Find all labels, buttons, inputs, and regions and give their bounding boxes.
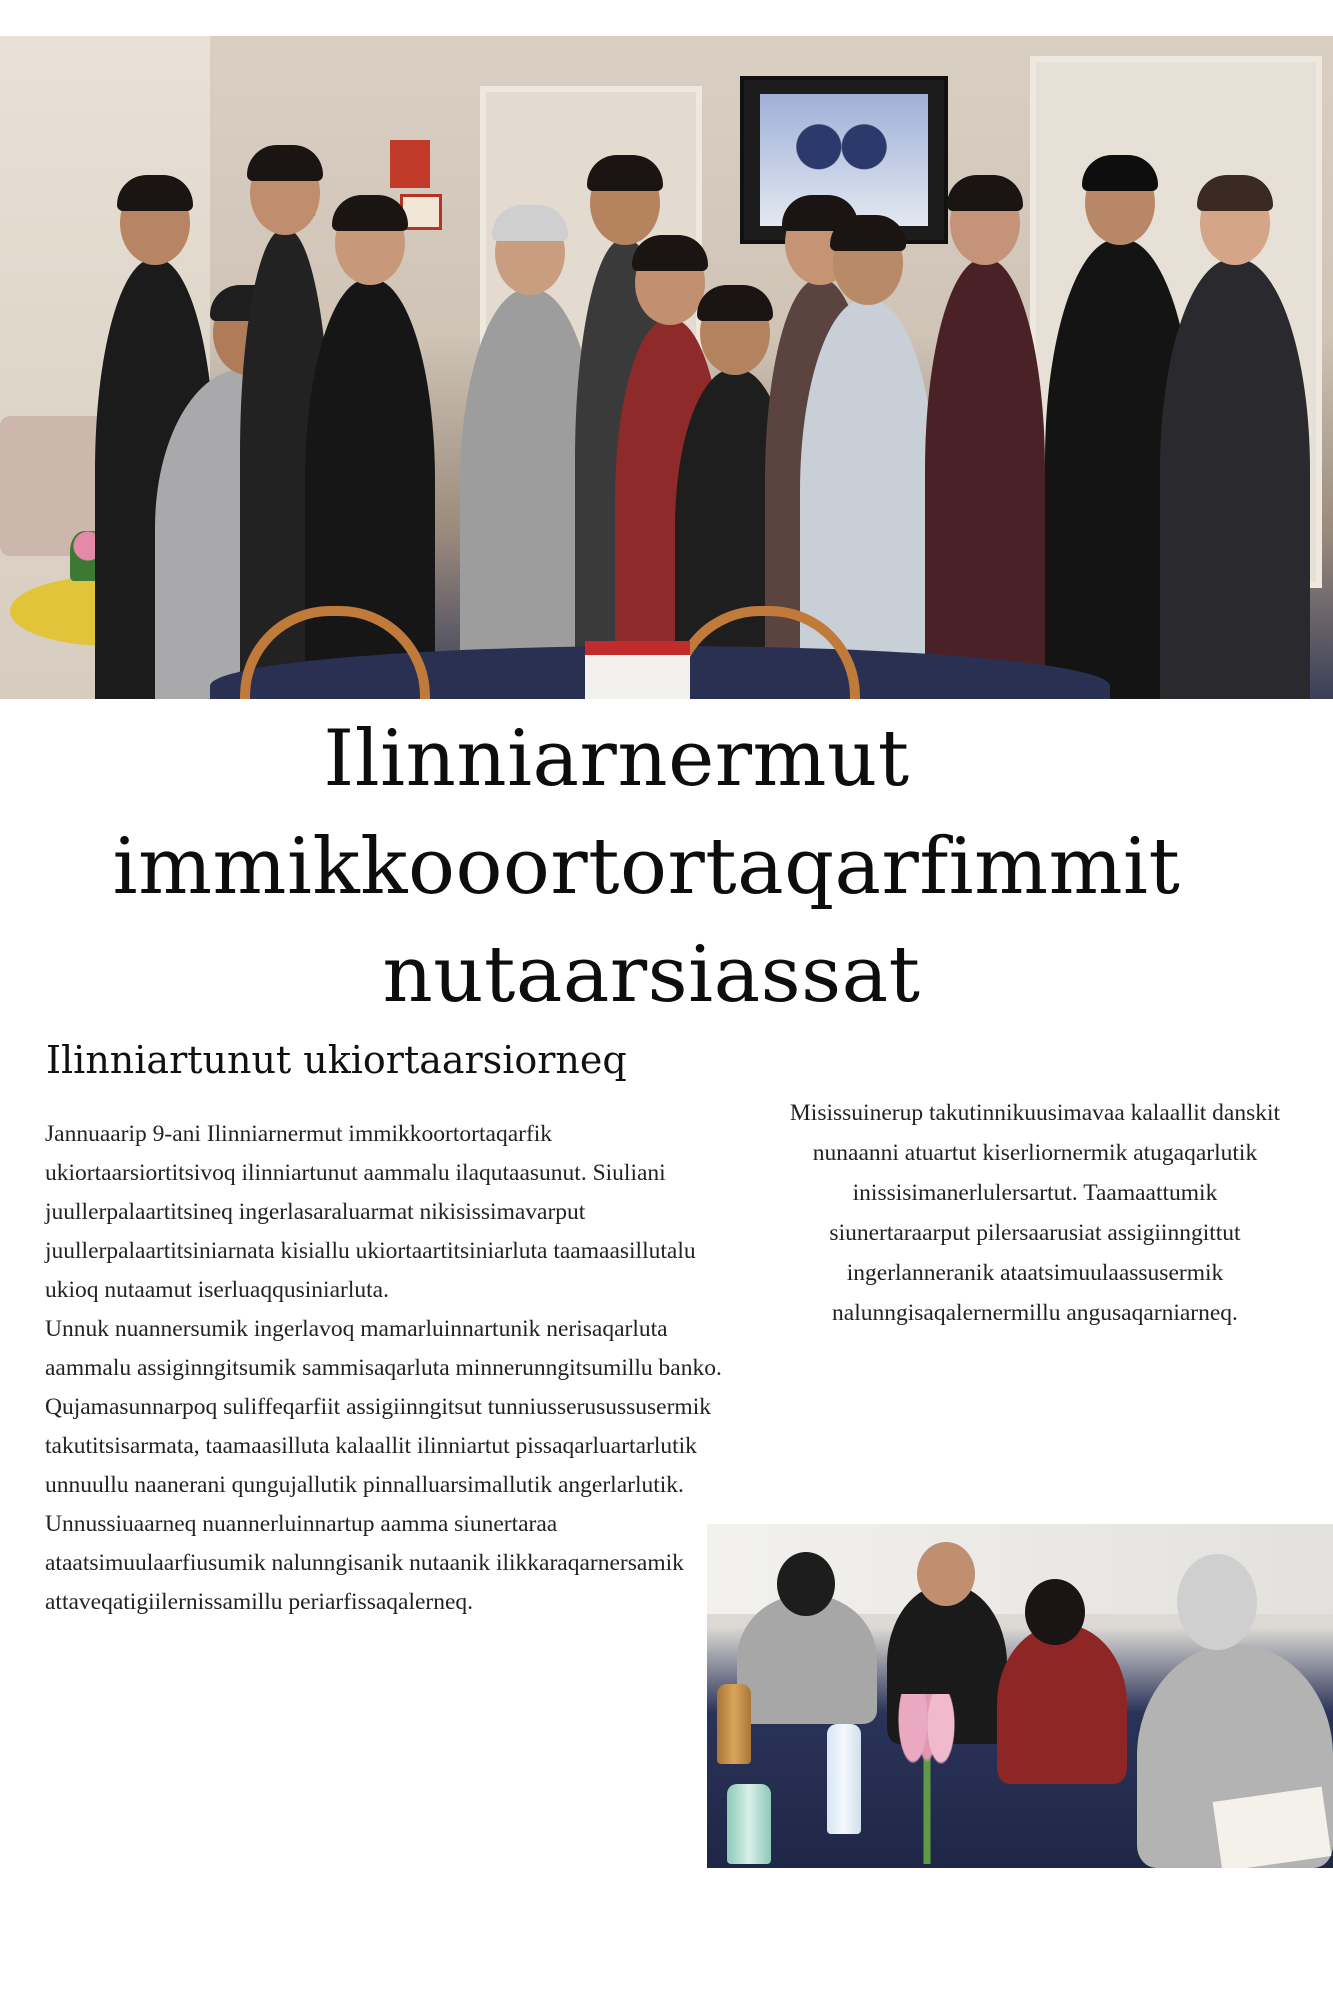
- water-bottle: [827, 1724, 861, 1834]
- page-title: [0, 705, 1333, 1029]
- water-bottle: [717, 1684, 751, 1764]
- person: [925, 259, 1045, 699]
- person-head: [1177, 1554, 1257, 1650]
- section-heading: Ilinniartunut ukiortaarsiorneq: [46, 1038, 627, 1082]
- bingo-photo: [707, 1524, 1333, 1868]
- person-head: [917, 1542, 975, 1606]
- right-column: [785, 1093, 1285, 1333]
- bingo-card: [1213, 1787, 1332, 1868]
- person-head: [1025, 1579, 1085, 1645]
- paragraph: Unnussiuaarneq nuannerluinnartup aamma siunertaraa ataatsimuulaarfiusumik nalunngisanik nutaanik ilikkaraqarnersamik attaveqatigiilernissamillu periarfissaqalerneq.: [45, 1511, 684, 1615]
- left-column: [45, 1115, 725, 1622]
- gift-box: [585, 641, 690, 699]
- group-photo: [0, 36, 1333, 699]
- person-head: [777, 1552, 835, 1616]
- title-line-2: immikkooortortaqarfimmit: [112, 822, 1181, 912]
- paragraph: Jannuaarip 9-ani Ilinniarnermut immikkoortortaqarfik ukiortaarsiortitsivoq ilinniartunut aammalu ilaqutaasunut. Siuliani juullerpalaartitsineq ingerlasaraluarmat nikisissimavarput juullerpalaartitsiniarnata kisiallu ukiortaartitsiniarluta taamaasillutalu ukioq nutaamut iserluaqqusiniarluta.: [45, 1121, 696, 1303]
- title-line-1: Ilinniarnermut: [323, 714, 910, 804]
- person: [997, 1624, 1127, 1784]
- person: [1160, 259, 1310, 699]
- wall-art: [390, 140, 430, 188]
- paragraph: Misissuinerup takutinnikuusimavaa kalaallit danskit nunaanni atuartut kiserliornermik atugaqarlutik inissisimanerlulersartut. Taamaattumik siunertaraarput pilersaarusiat assigiinngittut ingerlanneranik ataatsimuulaassusermik nalunngisaqalernermillu angusaqarniarneq.: [789, 1100, 1281, 1326]
- paragraph: Unnuk nuannersumik ingerlavoq mamarluinnartunik nerisaqarluta aammalu assiginngitsumik sammisaqarluta minnerunngitsumillu banko. Qujamasunnarpoq suliffeqarfiit assigiinngitsut tunniusserusussusermik takutitsisarmata, taamaasilluta kalaallit ilinniartut pissaqarluartarlutik unnuullu naanerani qungujallutik pinnalluarsimallutik angerlarlutik.: [45, 1316, 722, 1498]
- tulip-vase: [892, 1694, 962, 1864]
- can: [727, 1784, 771, 1864]
- title-line-3: nutaarsiassat: [382, 930, 921, 1020]
